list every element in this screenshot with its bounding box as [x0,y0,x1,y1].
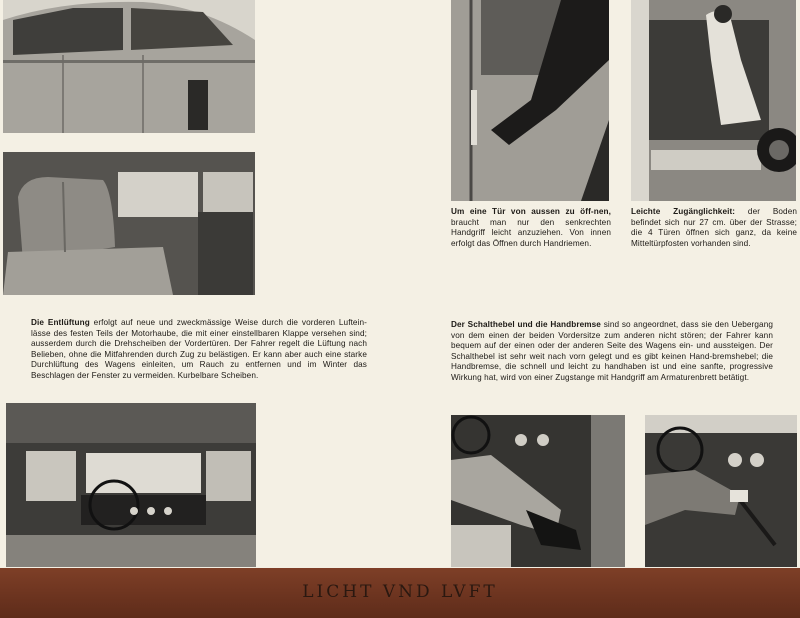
ventilation-caption-heading: Die Entlüftung [31,318,90,327]
gear-lever-caption-heading: Der Schalthebel und die Handbremse [451,320,601,329]
access-caption-heading: Leichte Zugänglichkeit: [631,207,736,216]
gear-lever-caption-body: sind so angeordnet, dass sie den Uebergang von dem einen der beiden Vordersitze zum anderen nicht stören; der Fahrer kann bequem auf der einen oder der anderen Seite des Wagens ein- und aussteigen. Der Schalthebel ist sehr weit nach vorn gelegt und es gibt keinen Hand-bremshebel; die Handbremse, die schnell und leicht zu handhaben ist und eine sanfte, progressive Wirkung hat, wird von einer Zugstange mit Handgriff am Armaturenbrett betätigt. [451,320,773,382]
door-caption [451,207,611,249]
pedals-photo [451,415,625,567]
rear-seat-interior-photo [3,152,255,295]
access-caption-body: der Boden befindet sich nur 27 cm. über der Strasse; die 4 Türen öffnen sich ganz, da keine Mitteltürpfosten vorhanden sind. [631,207,798,248]
gear-lever-caption [451,320,773,384]
woman-entering-car-photo [631,0,796,201]
car-exterior-photo [3,0,255,133]
ventilation-caption-body: erfolgt auf neue und zweckmässige Weise durch die vorderen Luftein-lässe des festen Teils der Motorhaube, die mit einer einstellbaren Klappe versehen sind; ausserdem durch die Drehscheiben der Vordertüren. Der Fahrer regelt die Lüftung nach Belieben, ohne die Mitfahrenden durch Zug zu belästigen. Er kann aber auch eine starke Durchlüftung des Wagens einleiten, um Rauch zu entfernen und im Winter das Beschlagen der Fenster zu vermeiden. Kurbelbare Scheiben. [31,318,367,380]
door-caption-body: braucht man nur den senkrechten Handgriff leicht anzuziehen. Von innen erfolgt das Öffnen durch Handriemen. [451,217,611,248]
door-caption-heading: Um eine Tür von aussen zu öff-nen, [451,207,611,216]
access-caption [631,207,797,249]
dashboard-view-photo [6,403,256,567]
gear-lever-photo [645,415,797,567]
door-handle-photo [451,0,609,201]
footer-title: LICHT VND LVFT [302,582,498,602]
ventilation-caption [31,318,367,382]
